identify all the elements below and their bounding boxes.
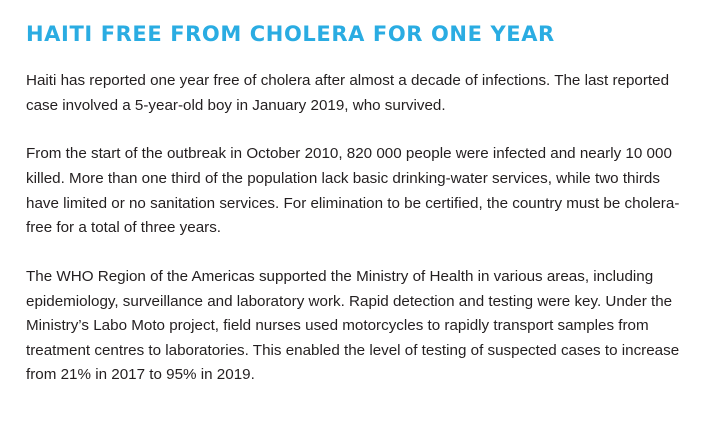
article-paragraph-1: Haiti has reported one year free of cholera after almost a decade of infections. The last reported case involved a 5-year-old boy in January 2019, who survived. [26,72,670,114]
page-title: HAITI FREE FROM CHOLERA FOR ONE YEAR [26,22,555,46]
article-paragraph-3: The WHO Region of the Americas supported the Ministry of Health in various areas, including epidemiology, surveillance and laboratory work. Rapid detection and testing were key. Under the Ministry’s Labo Moto project, field nurses used motorcycles to rapidly transport samples from treatment centres to laboratories. This enabled the level of testing of suspected cases to increase from 21% in 2017 to 95% in 2019. [26,267,680,384]
article-paragraph-2: From the start of the outbreak in October 2010, 820 000 people were infected and nearly 10 000 killed. More than one third of the population lack basic drinking-water services, while two thirds have limited or no sanitation services. For elimination to be certified, the country must be cholera-free for a total of three years. [26,145,680,237]
